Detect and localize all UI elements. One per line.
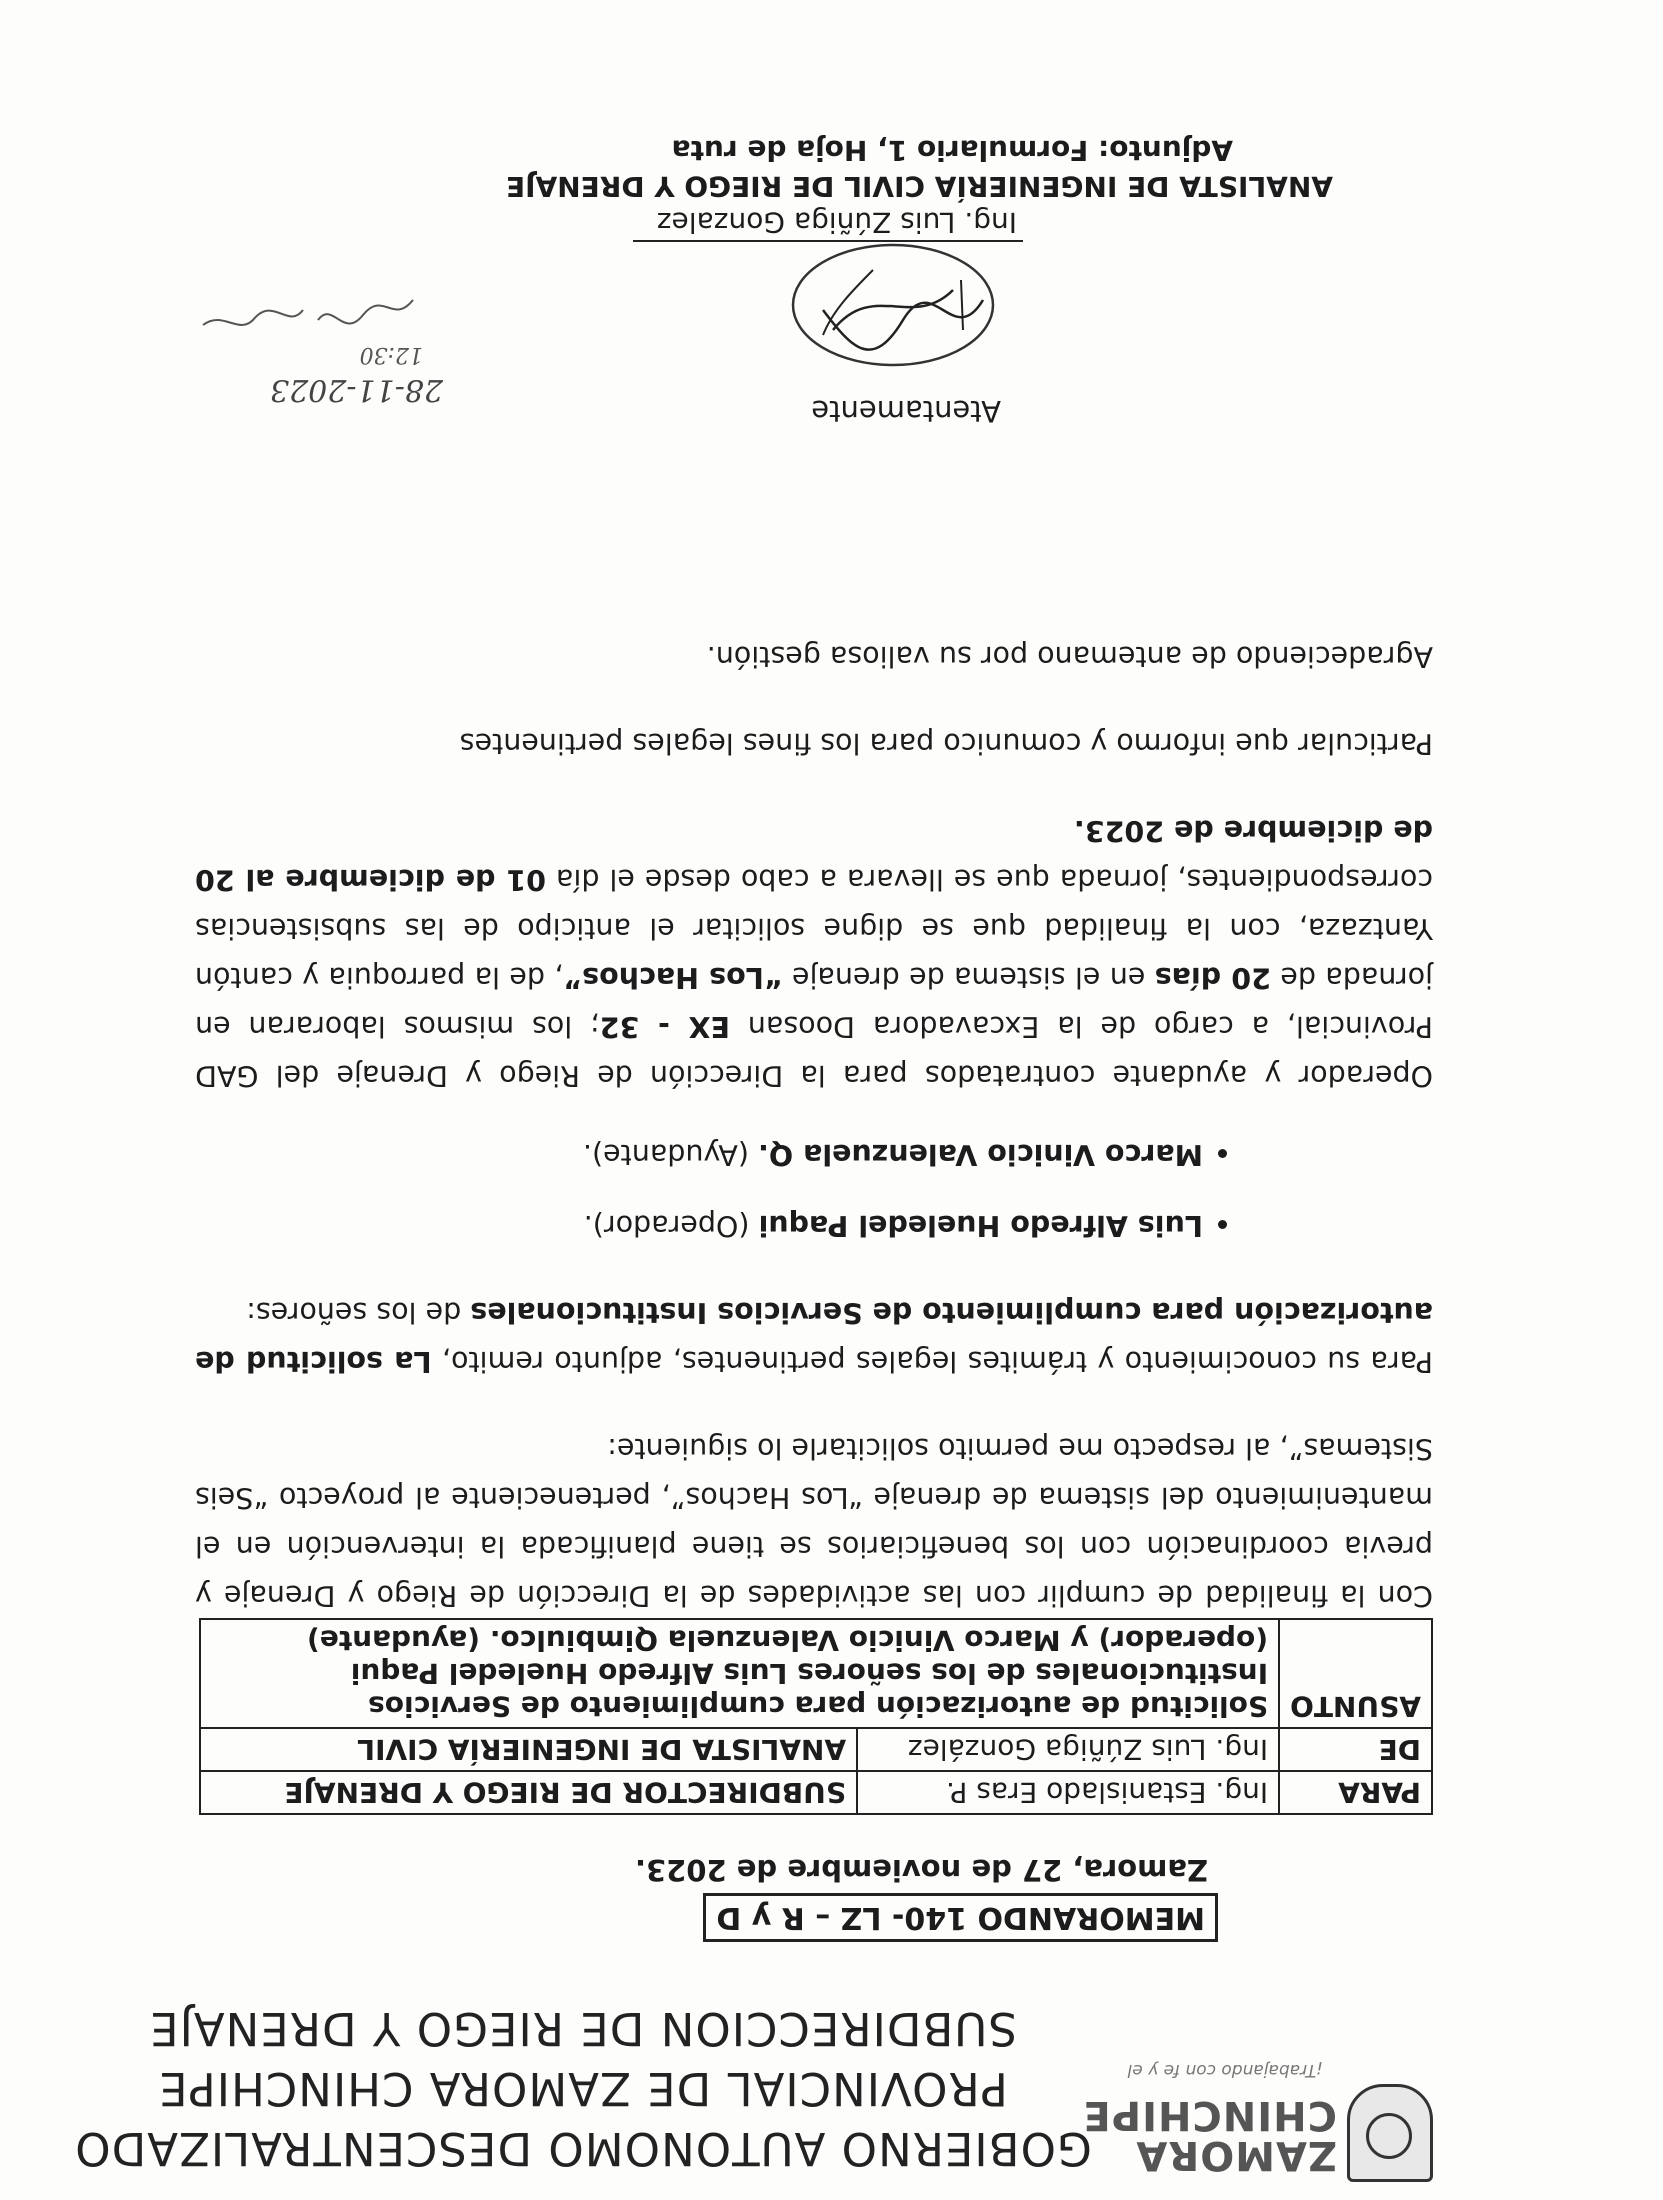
list-item <box>195 1201 1203 1250</box>
memo-body <box>195 594 1433 1620</box>
signature-line <box>633 240 1023 242</box>
letterhead-line2: PROVINCIAL DE ZAMORA CHINCHIPE <box>158 2062 1008 2115</box>
details-bold: 01 de diciembre al 20 de diciembre de 2023. <box>195 814 1433 896</box>
staff-list <box>195 1130 1433 1250</box>
de-title: ANALISTA DE INGENIERÍA CIVIL <box>200 1728 857 1771</box>
logo-name-line1: ZAMORA <box>1135 2132 1337 2178</box>
details-bold: “Los Hachos” <box>563 961 783 994</box>
handwritten-date: 28-11-2023 <box>270 372 443 407</box>
de-name: Ing. Luis Zúñiga González <box>857 1728 1279 1771</box>
details-bold: EX - 32 <box>599 1010 730 1043</box>
paragraph-intro: Con la finalidad de cumplir con las actividades de la Dirección de Riego y Drenaje y previa coordinación con los beneficiarios se tiene planificada la intervención en el mantenimiento del sistema de drenaje “Los Hachos”, perteneciente al proyecto “Seis Sistemas”, al respecto me permito solicitarle lo siguiente: <box>195 1432 1433 1612</box>
routing-row-asunto <box>200 1619 1432 1728</box>
details-text: Operador y ayudante contratados para la Dirección de Riego y Drenaje del GAD Provincial, a cargo de la Excavadora Doosan <box>195 1010 1433 1092</box>
paragraph-thanks: Agradeciendo de antemano por su valiosa gestión. <box>706 640 1433 673</box>
request-text-a: Para su conocimiento y trámites legales pertinentes, adjunto remito, <box>431 1345 1433 1378</box>
handwritten-receipt-note <box>183 270 453 420</box>
memo-number: MEMORANDO 140- LZ – R y D <box>703 1893 1218 1942</box>
paragraph-inform: Particular que informo y comunico para los fines legales pertinentes <box>459 727 1433 760</box>
signer-title: ANALISTA DE INGENIERÍA CIVIL DE RIEGO Y DRENAJE <box>506 170 1333 203</box>
request-text-c: de los señores: <box>246 1296 471 1329</box>
asunto-text: Solicitud de autorización para cumplimiento de Servicios Institucionales de los señores Luis Alfredo Hueledel Paqui (operador) y Marco Vinicio Valenzuela Qimbiulco. (ayudante) <box>200 1619 1279 1728</box>
handwritten-time: 12:30 <box>359 342 423 367</box>
list-item <box>195 1130 1203 1179</box>
routing-row-para <box>200 1771 1432 1814</box>
letterhead-line3: SUBDIRECCION DE RIEGO Y DRENAJE <box>149 2002 1017 2055</box>
details-text: en el sistema de drenaje <box>782 961 1155 994</box>
paragraph-request <box>195 1288 1433 1386</box>
signature-block <box>463 132 1333 242</box>
logo-slogan: ¡Trabajando con fe y el <box>1127 2060 1323 2080</box>
staff-role: (Ayudante). <box>582 1138 759 1171</box>
staff-name: Luis Alfredo Hueledel Paqui <box>758 1209 1203 1242</box>
coat-of-arms-icon <box>1347 2084 1433 2182</box>
para-label: PARA <box>1279 1771 1432 1814</box>
para-title: SUBDIRECTOR DE RIEGO Y DRENAJE <box>200 1771 857 1814</box>
logo-name-line2: CHINCHIPE <box>1082 2092 1337 2138</box>
para-name: Ing. Estanislado Eras P. <box>857 1771 1279 1814</box>
signer-name: Ing. Luis Zúñiga Gonzalez <box>656 206 1017 239</box>
de-label: DE <box>1279 1728 1432 1771</box>
staff-name: Marco Vinicio Valenzuela Q. <box>758 1138 1203 1171</box>
details-text: , de la parroquia y cantón Yantzaza, con la finalidad que se digne solicitar el anticipo de las subsistencias correspondientes, jornada que se llevara a cabo desde el día <box>194 863 1433 994</box>
institution-logo <box>1082 2060 1433 2182</box>
details-text: ; los mismos laboraran en jornada de <box>195 961 1433 1043</box>
letterhead <box>63 1998 1103 2178</box>
details-bold: 20 días <box>1154 961 1271 994</box>
request-text-bold: La solicitud de autorización para cumplimiento de Servicios Institucionales <box>194 1296 1433 1378</box>
memo-date: Zamora, 27 de noviembre de 2023. <box>634 1853 1208 1887</box>
asunto-label: ASUNTO <box>1279 1619 1432 1728</box>
letterhead-line1: GOBIERNO AUTONOMO DESCENTRALIZADO <box>74 2122 1092 2175</box>
signature-stamp <box>783 240 1023 390</box>
paragraph-details <box>195 806 1433 1100</box>
staff-role: (Operador). <box>583 1209 759 1242</box>
routing-table <box>199 1618 1433 1815</box>
attachment-note: Adjunto: Formulario 1, Hoja de ruta <box>671 134 1233 167</box>
closing: Atentamente <box>811 394 1001 428</box>
routing-row-de <box>200 1728 1432 1771</box>
